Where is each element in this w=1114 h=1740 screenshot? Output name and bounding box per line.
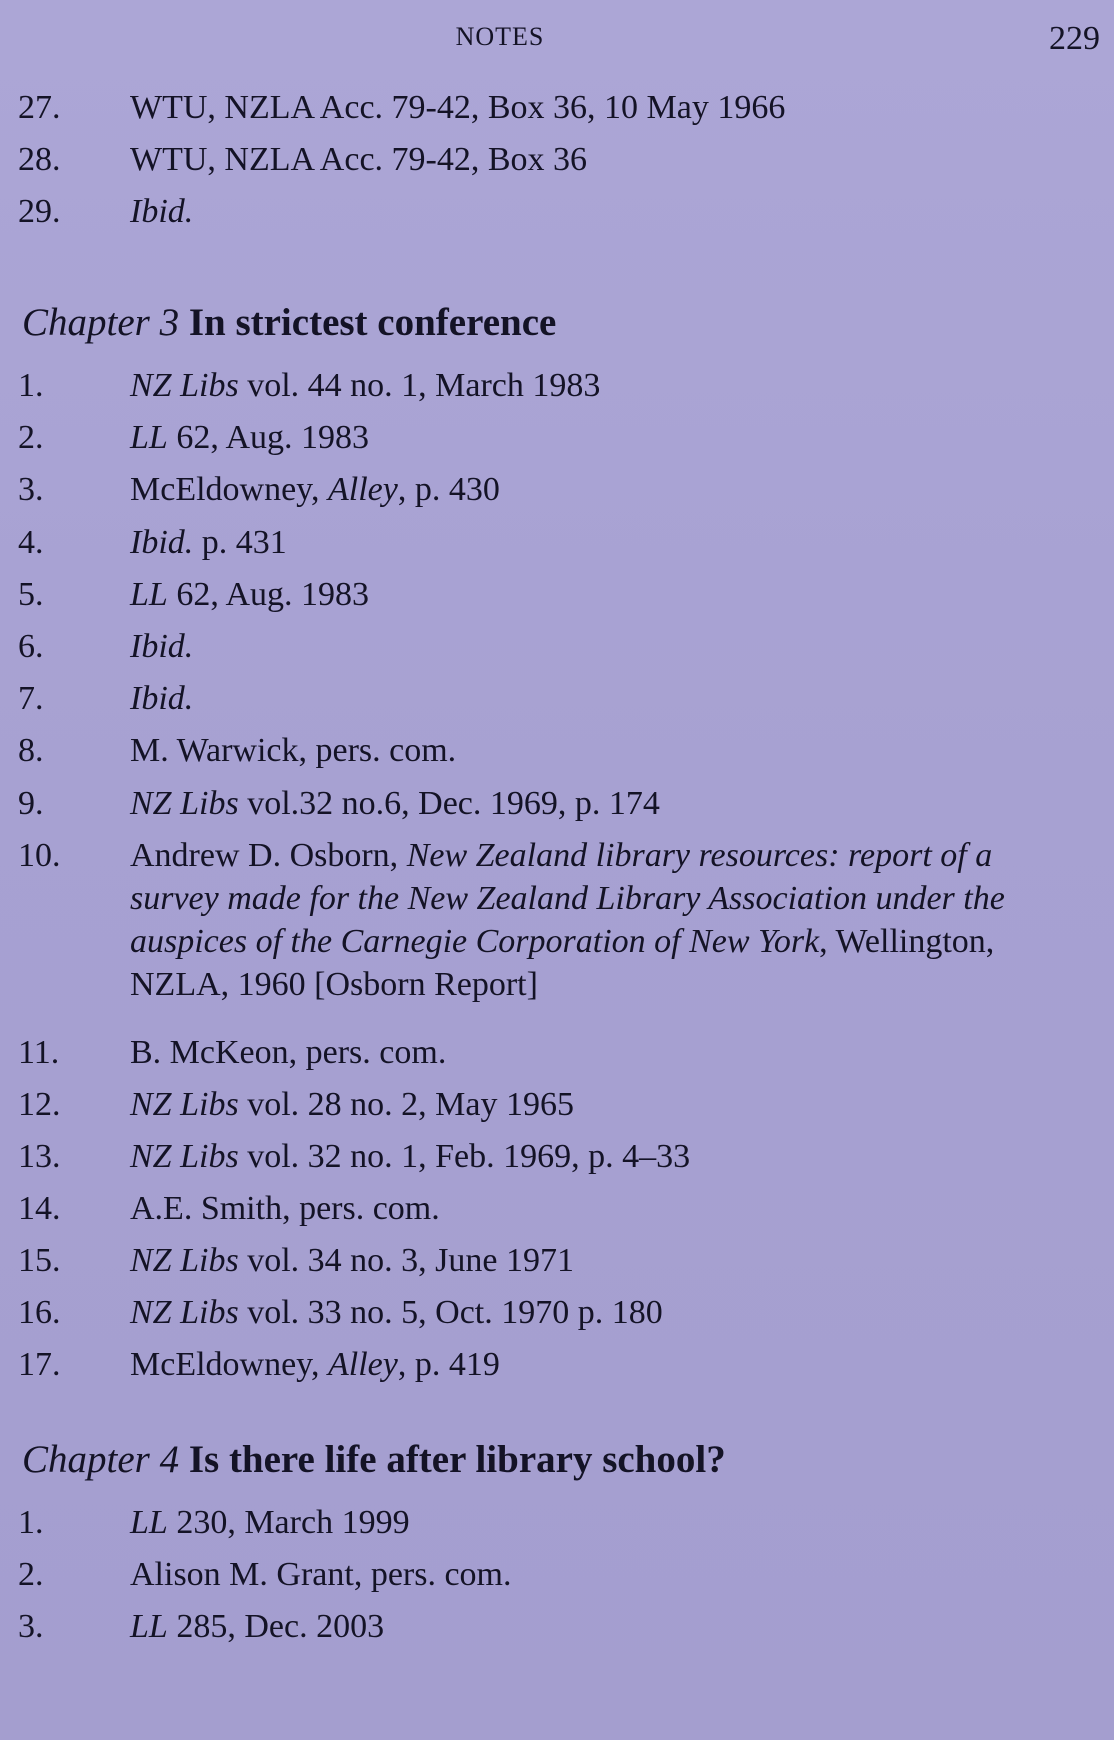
note-text-italic: LL	[130, 419, 168, 456]
note-number: 16.	[18, 1294, 61, 1331]
note-text-segment: vol. 33 no. 5, Oct. 1970 p. 180	[238, 1294, 663, 1331]
note-text	[130, 1031, 1030, 1074]
note-text	[130, 138, 1030, 181]
note-text-italic: Alley	[327, 1346, 398, 1383]
note-text	[130, 625, 1030, 668]
page-number: 229	[1049, 20, 1100, 57]
note-text	[130, 416, 1030, 459]
note-text-italic: NZ Libs	[130, 367, 239, 404]
note-text	[130, 1343, 1030, 1386]
note-text-segment: Andrew D. Osborn,	[130, 837, 407, 874]
note-number: 9.	[18, 785, 44, 822]
note-text	[130, 190, 1030, 233]
note-text	[130, 1083, 1030, 1126]
note-text-segment: McEldowney,	[130, 1346, 328, 1383]
note-number: 28.	[18, 141, 61, 178]
note-text-italic: Ibid.	[130, 628, 194, 665]
note-text-segment: A.E. Smith, pers. com.	[130, 1190, 440, 1227]
note-text-italic: NZ Libs	[130, 785, 239, 822]
note-text-segment: WTU, NZLA Acc. 79-42, Box 36	[130, 141, 588, 178]
note-text-segment: , p. 419	[397, 1346, 500, 1383]
chapter-3-title: In strictest conference	[179, 301, 557, 344]
note-text-segment: vol. 32 no. 1, Feb. 1969, p. 4–33	[238, 1138, 691, 1175]
note-number: 27.	[18, 89, 61, 126]
chapter-4-label: Chapter 4	[22, 1438, 180, 1481]
note-number: 2.	[18, 1556, 44, 1593]
note-text-segment: vol. 44 no. 1, March 1983	[238, 367, 601, 404]
note-text	[130, 677, 1030, 720]
note-text-segment: p. 431	[193, 524, 287, 561]
note-text-italic: New Zealand library resources: report of a survey made for the New Zealand Library Association under the auspices of the Carnegie Corporation of New York	[130, 837, 1005, 960]
note-number: 1.	[18, 1504, 44, 1541]
note-text-italic: Ibid.	[130, 524, 194, 561]
note-text	[130, 1239, 1030, 1282]
note-text-italic: NZ Libs	[130, 1138, 239, 1175]
note-number: 17.	[18, 1346, 61, 1383]
note-number: 11.	[18, 1034, 60, 1071]
note-number: 7.	[18, 680, 44, 717]
note-text-segment: 285, Dec. 2003	[167, 1608, 385, 1645]
note-text-italic: NZ Libs	[130, 1242, 239, 1279]
note-text-segment: B. McKeon, pers. com.	[130, 1034, 447, 1071]
note-text-italic: Alley	[327, 471, 398, 508]
note-text-segment: , p. 430	[397, 471, 500, 508]
note-text-italic: Ibid.	[130, 193, 194, 230]
note-text-italic: Ibid.	[130, 680, 194, 717]
note-number: 3.	[18, 1608, 44, 1645]
note-text-segment: vol. 34 no. 3, June 1971	[238, 1242, 574, 1279]
note-number: 8.	[18, 732, 44, 769]
note-text-italic: LL	[130, 1504, 168, 1541]
note-text-segment: WTU, NZLA Acc. 79-42, Box 36, 10 May 1966	[130, 89, 786, 126]
chapter-4-title: Is there life after library school?	[179, 1438, 726, 1481]
note-number: 2.	[18, 419, 44, 456]
note-text-segment: 62, Aug. 1983	[167, 419, 370, 456]
note-text-segment: vol.32 no.6, Dec. 1969, p. 174	[238, 785, 660, 822]
note-text	[130, 468, 1030, 511]
note-text	[130, 1135, 1030, 1178]
chapter-3-label: Chapter 3	[22, 301, 180, 344]
note-number: 14.	[18, 1190, 61, 1227]
note-text-italic: LL	[130, 1608, 168, 1645]
running-header: NOTES	[455, 22, 545, 51]
note-text	[130, 1291, 1030, 1334]
note-text	[130, 86, 1030, 129]
note-number: 6.	[18, 628, 44, 665]
note-text	[130, 834, 1030, 1006]
note-text	[130, 1605, 1030, 1648]
note-text	[130, 782, 1030, 825]
note-text-segment: 230, March 1999	[167, 1504, 410, 1541]
note-number: 29.	[18, 193, 61, 230]
note-text	[130, 729, 1030, 772]
note-text	[130, 521, 1030, 564]
note-number: 13.	[18, 1138, 61, 1175]
note-text-segment: McEldowney,	[130, 471, 328, 508]
note-number: 15.	[18, 1242, 61, 1279]
note-text	[130, 573, 1030, 616]
note-number: 4.	[18, 524, 44, 561]
note-number: 5.	[18, 576, 44, 613]
note-number: 3.	[18, 471, 44, 508]
note-text-segment: vol. 28 no. 2, May 1965	[238, 1086, 574, 1123]
note-text-italic: NZ Libs	[130, 1294, 239, 1331]
note-text-segment: M. Warwick, pers. com.	[130, 732, 457, 769]
chapter-3-heading	[22, 300, 556, 345]
note-text	[130, 1187, 1030, 1230]
note-number: 10.	[18, 837, 61, 874]
note-text-segment: 62, Aug. 1983	[167, 576, 370, 613]
note-number: 12.	[18, 1086, 61, 1123]
note-text-italic: NZ Libs	[130, 1086, 239, 1123]
note-text	[130, 1553, 1030, 1596]
note-text	[130, 364, 1030, 407]
note-text-italic: LL	[130, 576, 168, 613]
note-number: 1.	[18, 367, 44, 404]
note-text	[130, 1501, 1030, 1544]
chapter-4-heading	[22, 1437, 726, 1482]
note-text-segment: Alison M. Grant, pers. com.	[130, 1556, 512, 1593]
note-text-segment: , Wellington, NZLA, 1960 [Osborn Report]	[130, 923, 995, 1003]
